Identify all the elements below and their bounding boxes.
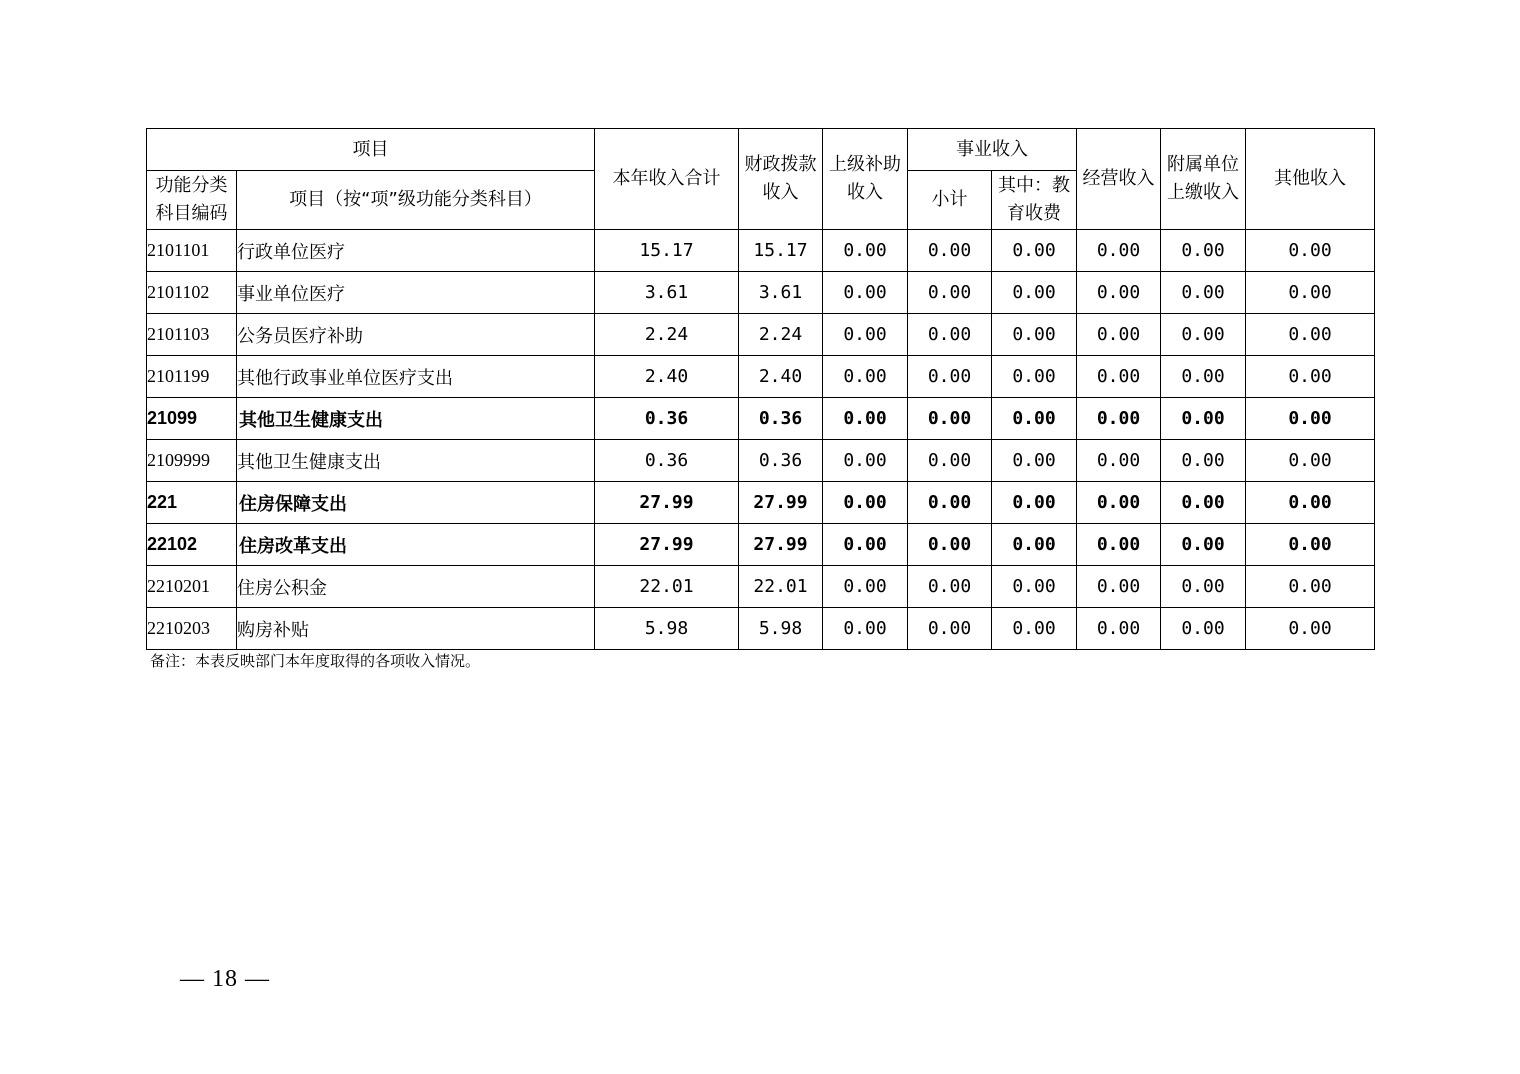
- row-value: 0.00: [1246, 314, 1375, 356]
- row-value: 0.00: [823, 314, 908, 356]
- table-row: [147, 482, 1375, 524]
- table-row: [147, 566, 1375, 608]
- header-superior: 上级补助收入: [823, 129, 908, 230]
- row-code: 2101102: [147, 272, 237, 314]
- row-code: 2101103: [147, 314, 237, 356]
- row-value: 2.40: [739, 356, 823, 398]
- row-value: 0.00: [1077, 314, 1161, 356]
- row-value: 0.00: [908, 524, 992, 566]
- header-other: 其他收入: [1246, 129, 1375, 230]
- table-row: [147, 524, 1375, 566]
- row-value: 0.36: [595, 398, 739, 440]
- row-value: 0.00: [1246, 356, 1375, 398]
- table-row: [147, 398, 1375, 440]
- row-value: 0.00: [1077, 524, 1161, 566]
- row-value: 0.00: [823, 440, 908, 482]
- row-value: 22.01: [595, 566, 739, 608]
- row-value: 0.00: [992, 272, 1077, 314]
- row-value: 0.36: [739, 398, 823, 440]
- row-value: 0.00: [1161, 608, 1246, 650]
- row-value: 0.00: [1246, 482, 1375, 524]
- table-row: [147, 608, 1375, 650]
- row-value: 0.00: [1246, 230, 1375, 272]
- row-value: 0.00: [1077, 566, 1161, 608]
- row-value: 0.00: [1161, 566, 1246, 608]
- header-affiliated: 附属单位上缴收入: [1161, 129, 1246, 230]
- header-education-fee: 其中：教育收费: [992, 171, 1077, 230]
- row-value: 0.00: [1161, 524, 1246, 566]
- row-value: 0.00: [823, 566, 908, 608]
- row-value: 0.00: [1161, 272, 1246, 314]
- row-value: 0.00: [992, 608, 1077, 650]
- row-value: 2.40: [595, 356, 739, 398]
- row-value: 27.99: [739, 482, 823, 524]
- row-value: 0.00: [823, 398, 908, 440]
- row-value: 0.00: [908, 230, 992, 272]
- row-code: 2101101: [147, 230, 237, 272]
- row-value: 0.00: [908, 608, 992, 650]
- row-value: 0.00: [992, 440, 1077, 482]
- row-value: 0.00: [908, 440, 992, 482]
- row-value: 0.00: [1077, 272, 1161, 314]
- table-row: [147, 314, 1375, 356]
- row-value: 0.00: [1161, 314, 1246, 356]
- row-value: 0.00: [992, 314, 1077, 356]
- header-fiscal: 财政拨款收入: [739, 129, 823, 230]
- row-name: 公务员医疗补助: [237, 314, 595, 356]
- row-value: 0.00: [1077, 398, 1161, 440]
- row-value: 0.00: [908, 314, 992, 356]
- row-value: 0.00: [1246, 398, 1375, 440]
- row-code: 221: [147, 482, 237, 524]
- row-value: 0.00: [1077, 482, 1161, 524]
- row-name: 事业单位医疗: [237, 272, 595, 314]
- row-code: 2210201: [147, 566, 237, 608]
- row-value: 0.00: [823, 608, 908, 650]
- row-code: 22102: [147, 524, 237, 566]
- row-name: 其他卫生健康支出: [237, 398, 595, 440]
- row-value: 0.00: [992, 398, 1077, 440]
- row-value: 0.00: [1077, 608, 1161, 650]
- row-value: 27.99: [595, 524, 739, 566]
- row-value: 0.00: [1161, 230, 1246, 272]
- row-value: 15.17: [595, 230, 739, 272]
- table-row: [147, 440, 1375, 482]
- row-name: 其他行政事业单位医疗支出: [237, 356, 595, 398]
- row-value: 0.00: [1246, 272, 1375, 314]
- row-name: 住房改革支出: [237, 524, 595, 566]
- row-value: 0.00: [992, 356, 1077, 398]
- row-value: 0.00: [992, 482, 1077, 524]
- row-value: 15.17: [739, 230, 823, 272]
- row-value: 0.00: [992, 230, 1077, 272]
- row-code: 2210203: [147, 608, 237, 650]
- row-value: 5.98: [739, 608, 823, 650]
- row-value: 0.00: [908, 356, 992, 398]
- table-row: [147, 272, 1375, 314]
- row-value: 0.36: [739, 440, 823, 482]
- row-value: 0.00: [1161, 482, 1246, 524]
- header-name: 项目（按“项”级功能分类科目）: [237, 171, 595, 230]
- row-name: 住房保障支出: [237, 482, 595, 524]
- row-value: 0.00: [1161, 398, 1246, 440]
- row-value: 27.99: [595, 482, 739, 524]
- row-value: 0.00: [908, 272, 992, 314]
- row-value: 0.00: [1161, 356, 1246, 398]
- row-value: 0.00: [1077, 440, 1161, 482]
- row-value: 0.00: [992, 524, 1077, 566]
- row-value: 0.00: [823, 482, 908, 524]
- row-value: 0.00: [1077, 356, 1161, 398]
- row-value: 0.00: [823, 230, 908, 272]
- row-name: 其他卫生健康支出: [237, 440, 595, 482]
- row-value: 0.00: [823, 356, 908, 398]
- header-total: 本年收入合计: [595, 129, 739, 230]
- header-operating: 经营收入: [1077, 129, 1161, 230]
- row-value: 5.98: [595, 608, 739, 650]
- row-value: 0.00: [992, 566, 1077, 608]
- table-row: [147, 230, 1375, 272]
- income-table-body: [147, 230, 1375, 650]
- row-value: 2.24: [739, 314, 823, 356]
- row-value: 0.00: [1246, 608, 1375, 650]
- row-value: 3.61: [595, 272, 739, 314]
- income-table: [146, 128, 1375, 650]
- row-value: 0.00: [1077, 230, 1161, 272]
- row-value: 0.36: [595, 440, 739, 482]
- table-row: [147, 356, 1375, 398]
- row-value: 0.00: [1161, 440, 1246, 482]
- row-value: 0.00: [823, 524, 908, 566]
- row-value: 0.00: [1246, 440, 1375, 482]
- row-value: 2.24: [595, 314, 739, 356]
- row-value: 0.00: [908, 566, 992, 608]
- header-code: 功能分类科目编码: [147, 171, 237, 230]
- header-business: 事业收入: [908, 129, 1077, 171]
- row-value: 3.61: [739, 272, 823, 314]
- row-code: 21099: [147, 398, 237, 440]
- row-name: 住房公积金: [237, 566, 595, 608]
- header-subtotal: 小计: [908, 171, 992, 230]
- row-name: 购房补贴: [237, 608, 595, 650]
- row-value: 0.00: [908, 482, 992, 524]
- row-value: 0.00: [823, 272, 908, 314]
- row-value: 0.00: [1246, 566, 1375, 608]
- row-value: 22.01: [739, 566, 823, 608]
- header-project: 项目: [147, 129, 595, 171]
- row-value: 0.00: [908, 398, 992, 440]
- row-value: 27.99: [739, 524, 823, 566]
- table-note: 备注：本表反映部门本年度取得的各项收入情况。: [150, 652, 481, 670]
- row-name: 行政单位医疗: [237, 230, 595, 272]
- row-value: 0.00: [1246, 524, 1375, 566]
- row-code: 2109999: [147, 440, 237, 482]
- row-code: 2101199: [147, 356, 237, 398]
- page-number: — 18 —: [180, 966, 270, 992]
